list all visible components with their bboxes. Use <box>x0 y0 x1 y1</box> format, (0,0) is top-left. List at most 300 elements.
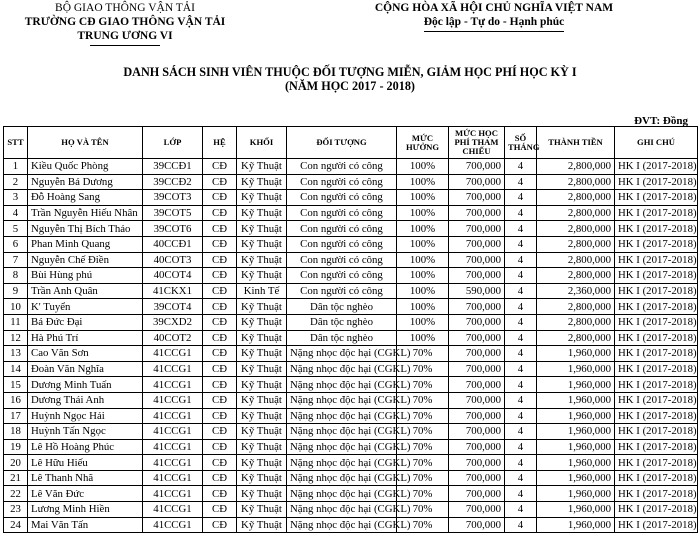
cell-faculty: Kỹ Thuật <box>237 470 287 486</box>
cell-name: Lê Thanh Nhã <box>28 470 143 486</box>
cell-note: HK I (2017-2018) <box>615 283 698 299</box>
cell-target: Nặng nhọc độc hại (CGKL) <box>287 517 397 533</box>
cell-level: CĐ <box>203 346 237 362</box>
cell-rate: 100% <box>397 221 449 237</box>
table-row <box>4 408 698 424</box>
col-header-class: LỚP <box>143 127 203 159</box>
cell-target: Con người có công <box>287 221 397 237</box>
cell-rate: 70% <box>397 502 449 518</box>
cell-class: 39CXD2 <box>143 314 203 330</box>
cell-total: 1,960,000 <box>537 439 615 455</box>
cell-stt: 13 <box>4 346 28 362</box>
cell-target: Con người có công <box>287 252 397 268</box>
cell-stt: 17 <box>4 408 28 424</box>
cell-target: Nặng nhọc độc hại (CGKL) <box>287 408 397 424</box>
cell-months: 4 <box>505 268 537 284</box>
cell-faculty: Kỹ Thuật <box>237 330 287 346</box>
ministry-name: BỘ GIAO THÔNG VẬN TẢI <box>55 2 195 14</box>
cell-class: 39COT6 <box>143 221 203 237</box>
cell-level: CĐ <box>203 159 237 175</box>
cell-level: CĐ <box>203 439 237 455</box>
cell-faculty: Kỹ Thuật <box>237 268 287 284</box>
cell-stt: 23 <box>4 502 28 518</box>
table-row <box>4 486 698 502</box>
cell-level: CĐ <box>203 470 237 486</box>
cell-class: 41CCG1 <box>143 439 203 455</box>
cell-stt: 9 <box>4 283 28 299</box>
cell-stt: 18 <box>4 424 28 440</box>
cell-rate: 70% <box>397 439 449 455</box>
cell-level: CĐ <box>203 314 237 330</box>
table-row <box>4 346 698 362</box>
col-header-stt: STT <box>4 127 28 159</box>
cell-faculty: Kỹ Thuật <box>237 517 287 533</box>
cell-months: 4 <box>505 283 537 299</box>
cell-level: CĐ <box>203 190 237 206</box>
cell-faculty: Kỹ Thuật <box>237 502 287 518</box>
cell-rate: 100% <box>397 330 449 346</box>
cell-stt: 7 <box>4 252 28 268</box>
table-row <box>4 283 698 299</box>
table-row <box>4 159 698 175</box>
cell-name: Lê Hữu Hiếu <box>28 455 143 471</box>
cell-note: HK I (2017-2018) <box>615 299 698 315</box>
cell-stt: 2 <box>4 174 28 190</box>
cell-level: CĐ <box>203 236 237 252</box>
cell-months: 4 <box>505 502 537 518</box>
cell-fee: 700,000 <box>449 439 505 455</box>
cell-class: 39COT5 <box>143 205 203 221</box>
cell-rate: 70% <box>397 517 449 533</box>
cell-total: 1,960,000 <box>537 346 615 362</box>
cell-note: HK I (2017-2018) <box>615 439 698 455</box>
cell-note: HK I (2017-2018) <box>615 252 698 268</box>
cell-class: 41CKX1 <box>143 283 203 299</box>
cell-faculty: Kỹ Thuật <box>237 439 287 455</box>
cell-target: Con người có công <box>287 236 397 252</box>
table-row <box>4 252 698 268</box>
cell-rate: 100% <box>397 252 449 268</box>
cell-months: 4 <box>505 392 537 408</box>
cell-rate: 70% <box>397 408 449 424</box>
ministry-header <box>0 1 250 46</box>
cell-fee: 590,000 <box>449 283 505 299</box>
cell-target: Nặng nhọc độc hại (CGKL) <box>287 502 397 518</box>
cell-months: 4 <box>505 455 537 471</box>
cell-months: 4 <box>505 361 537 377</box>
cell-level: CĐ <box>203 252 237 268</box>
cell-fee: 700,000 <box>449 314 505 330</box>
cell-stt: 14 <box>4 361 28 377</box>
cell-target: Nặng nhọc độc hại (CGKL) <box>287 361 397 377</box>
cell-note: HK I (2017-2018) <box>615 330 698 346</box>
table-row <box>4 392 698 408</box>
cell-target: Dân tộc nghèo <box>287 330 397 346</box>
cell-name: Đoàn Văn Nghĩa <box>28 361 143 377</box>
cell-total: 2,800,000 <box>537 174 615 190</box>
cell-level: CĐ <box>203 283 237 299</box>
cell-target: Nặng nhọc độc hại (CGKL) <box>287 424 397 440</box>
school-name-line2: TRUNG ƯƠNG VI <box>77 30 173 42</box>
cell-note: HK I (2017-2018) <box>615 159 698 175</box>
table-row <box>4 424 698 440</box>
cell-stt: 12 <box>4 330 28 346</box>
cell-fee: 700,000 <box>449 408 505 424</box>
cell-name: Phan Minh Quang <box>28 236 143 252</box>
cell-name: Trần Anh Quân <box>28 283 143 299</box>
cell-level: CĐ <box>203 455 237 471</box>
table-row <box>4 236 698 252</box>
table-row <box>4 221 698 237</box>
cell-class: 41CCG1 <box>143 346 203 362</box>
cell-name: Nguyễn Thị Bích Thảo <box>28 221 143 237</box>
table-row <box>4 268 698 284</box>
cell-target: Nặng nhọc độc hại (CGKL) <box>287 486 397 502</box>
cell-total: 1,960,000 <box>537 502 615 518</box>
cell-rate: 100% <box>397 283 449 299</box>
cell-level: CĐ <box>203 377 237 393</box>
table-row <box>4 190 698 206</box>
cell-class: 41CCG1 <box>143 408 203 424</box>
cell-faculty: Kỹ Thuật <box>237 314 287 330</box>
cell-fee: 700,000 <box>449 486 505 502</box>
cell-target: Con người có công <box>287 190 397 206</box>
col-header-total: THÀNH TIỀN <box>537 127 615 159</box>
col-header-level: HỆ <box>203 127 237 159</box>
cell-fee: 700,000 <box>449 221 505 237</box>
cell-note: HK I (2017-2018) <box>615 346 698 362</box>
cell-name: Dương Minh Tuấn <box>28 377 143 393</box>
cell-rate: 100% <box>397 268 449 284</box>
cell-target: Nặng nhọc độc hại (CGKL) <box>287 346 397 362</box>
cell-faculty: Kỹ Thuật <box>237 392 287 408</box>
cell-fee: 700,000 <box>449 470 505 486</box>
cell-months: 4 <box>505 517 537 533</box>
cell-total: 1,960,000 <box>537 455 615 471</box>
col-header-rate: MỨC HƯỞNG <box>397 127 449 159</box>
cell-target: Nặng nhọc độc hại (CGKL) <box>287 377 397 393</box>
cell-faculty: Kỹ Thuật <box>237 221 287 237</box>
cell-fee: 700,000 <box>449 190 505 206</box>
cell-faculty: Kỹ Thuật <box>237 346 287 362</box>
cell-fee: 700,000 <box>449 517 505 533</box>
cell-class: 41CCG1 <box>143 486 203 502</box>
cell-level: CĐ <box>203 174 237 190</box>
cell-total: 2,800,000 <box>537 159 615 175</box>
cell-total: 2,800,000 <box>537 221 615 237</box>
cell-stt: 4 <box>4 205 28 221</box>
cell-note: HK I (2017-2018) <box>615 205 698 221</box>
cell-fee: 700,000 <box>449 252 505 268</box>
cell-fee: 700,000 <box>449 299 505 315</box>
cell-name: Lương Minh Hiền <box>28 502 143 518</box>
cell-name: Mai Văn Tấn <box>28 517 143 533</box>
cell-name: Huỳnh Tấn Ngọc <box>28 424 143 440</box>
school-name: TRƯỜNG CĐ GIAO THÔNG VẬN TẢI <box>24 16 226 28</box>
cell-note: HK I (2017-2018) <box>615 377 698 393</box>
cell-total: 2,800,000 <box>537 190 615 206</box>
cell-class: 39COT3 <box>143 190 203 206</box>
student-fee-table <box>3 126 698 533</box>
cell-fee: 700,000 <box>449 502 505 518</box>
table-row <box>4 470 698 486</box>
cell-stt: 11 <box>4 314 28 330</box>
cell-class: 41CCG1 <box>143 470 203 486</box>
cell-note: HK I (2017-2018) <box>615 236 698 252</box>
cell-class: 39CCĐ2 <box>143 174 203 190</box>
cell-class: 39COT4 <box>143 299 203 315</box>
table-header-row <box>4 127 698 159</box>
cell-faculty: Kỹ Thuật <box>237 361 287 377</box>
cell-total: 2,800,000 <box>537 330 615 346</box>
cell-rate: 70% <box>397 346 449 362</box>
cell-rate: 70% <box>397 377 449 393</box>
cell-note: HK I (2017-2018) <box>615 190 698 206</box>
cell-level: CĐ <box>203 330 237 346</box>
cell-name: K' Tuyển <box>28 299 143 315</box>
cell-rate: 100% <box>397 159 449 175</box>
cell-note: HK I (2017-2018) <box>615 517 698 533</box>
cell-faculty: Kỹ Thuật <box>237 190 287 206</box>
cell-faculty: Kỹ Thuật <box>237 174 287 190</box>
cell-faculty: Kỹ Thuật <box>237 299 287 315</box>
cell-class: 41CCG1 <box>143 377 203 393</box>
cell-total: 1,960,000 <box>537 424 615 440</box>
cell-target: Con người có công <box>287 205 397 221</box>
table-row <box>4 330 698 346</box>
cell-fee: 700,000 <box>449 455 505 471</box>
cell-class: 39CCĐ1 <box>143 159 203 175</box>
cell-total: 2,800,000 <box>537 252 615 268</box>
cell-target: Nặng nhọc độc hại (CGKL) <box>287 392 397 408</box>
cell-name: Bá Đức Đại <box>28 314 143 330</box>
cell-months: 4 <box>505 252 537 268</box>
cell-total: 1,960,000 <box>537 392 615 408</box>
cell-fee: 700,000 <box>449 159 505 175</box>
cell-stt: 6 <box>4 236 28 252</box>
cell-fee: 700,000 <box>449 424 505 440</box>
document-title <box>0 65 700 93</box>
cell-level: CĐ <box>203 502 237 518</box>
cell-faculty: Kỹ Thuật <box>237 486 287 502</box>
cell-fee: 700,000 <box>449 268 505 284</box>
col-header-fee: MỨC HỌC PHÍ THAM CHIẾU <box>449 127 505 159</box>
cell-fee: 700,000 <box>449 392 505 408</box>
cell-stt: 20 <box>4 455 28 471</box>
cell-level: CĐ <box>203 268 237 284</box>
cell-stt: 24 <box>4 517 28 533</box>
cell-rate: 100% <box>397 174 449 190</box>
col-header-months: SỐ THÁNG <box>505 127 537 159</box>
cell-note: HK I (2017-2018) <box>615 314 698 330</box>
cell-stt: 19 <box>4 439 28 455</box>
cell-faculty: Kỹ Thuật <box>237 236 287 252</box>
cell-name: Nguyễn Chế Điền <box>28 252 143 268</box>
cell-fee: 700,000 <box>449 330 505 346</box>
cell-note: HK I (2017-2018) <box>615 221 698 237</box>
cell-faculty: Kỹ Thuật <box>237 408 287 424</box>
cell-months: 4 <box>505 299 537 315</box>
cell-class: 40COT4 <box>143 268 203 284</box>
motto-underline <box>424 31 564 32</box>
cell-months: 4 <box>505 236 537 252</box>
cell-name: Đỗ Hoàng Sang <box>28 190 143 206</box>
cell-name: Lê Văn Đức <box>28 486 143 502</box>
cell-note: HK I (2017-2018) <box>615 361 698 377</box>
cell-total: 2,800,000 <box>537 205 615 221</box>
cell-note: HK I (2017-2018) <box>615 174 698 190</box>
cell-months: 4 <box>505 408 537 424</box>
cell-months: 4 <box>505 486 537 502</box>
cell-stt: 21 <box>4 470 28 486</box>
cell-rate: 70% <box>397 455 449 471</box>
cell-note: HK I (2017-2018) <box>615 392 698 408</box>
cell-target: Nặng nhọc độc hại (CGKL) <box>287 455 397 471</box>
cell-level: CĐ <box>203 221 237 237</box>
cell-target: Con người có công <box>287 268 397 284</box>
cell-class: 41CCG1 <box>143 361 203 377</box>
cell-stt: 10 <box>4 299 28 315</box>
cell-fee: 700,000 <box>449 377 505 393</box>
table-row <box>4 361 698 377</box>
cell-level: CĐ <box>203 517 237 533</box>
table-row <box>4 439 698 455</box>
cell-rate: 70% <box>397 470 449 486</box>
table-row <box>4 314 698 330</box>
cell-total: 1,960,000 <box>537 361 615 377</box>
cell-total: 2,800,000 <box>537 236 615 252</box>
cell-fee: 700,000 <box>449 236 505 252</box>
cell-rate: 100% <box>397 314 449 330</box>
cell-level: CĐ <box>203 408 237 424</box>
cell-total: 1,960,000 <box>537 517 615 533</box>
cell-target: Dân tộc nghèo <box>287 299 397 315</box>
cell-total: 2,800,000 <box>537 299 615 315</box>
cell-fee: 700,000 <box>449 361 505 377</box>
cell-note: HK I (2017-2018) <box>615 408 698 424</box>
col-header-note: GHI CHÚ <box>615 127 698 159</box>
cell-name: Lê Hồ Hoàng Phúc <box>28 439 143 455</box>
cell-class: 40COT3 <box>143 252 203 268</box>
cell-months: 4 <box>505 346 537 362</box>
cell-months: 4 <box>505 190 537 206</box>
cell-stt: 1 <box>4 159 28 175</box>
cell-rate: 100% <box>397 205 449 221</box>
cell-target: Nặng nhọc độc hại (CGKL) <box>287 470 397 486</box>
cell-months: 4 <box>505 205 537 221</box>
cell-class: 41CCG1 <box>143 392 203 408</box>
title-line-1: DANH SÁCH SINH VIÊN THUỘC ĐỐI TƯỢNG MIỄN, GIẢM HỌC PHÍ HỌC KỲ I <box>123 65 577 79</box>
cell-faculty: Kỹ Thuật <box>237 377 287 393</box>
cell-months: 4 <box>505 221 537 237</box>
cell-name: Bùi Hùng phú <box>28 268 143 284</box>
cell-stt: 15 <box>4 377 28 393</box>
col-header-faculty: KHỐI <box>237 127 287 159</box>
cell-fee: 700,000 <box>449 346 505 362</box>
cell-total: 2,360,000 <box>537 283 615 299</box>
cell-class: 40CCĐ1 <box>143 236 203 252</box>
cell-rate: 100% <box>397 190 449 206</box>
cell-name: Kiều Quốc Phòng <box>28 159 143 175</box>
cell-total: 2,800,000 <box>537 268 615 284</box>
cell-months: 4 <box>505 314 537 330</box>
national-motto: Độc lập - Tự do - Hạnh phúc <box>423 16 565 28</box>
cell-total: 2,800,000 <box>537 314 615 330</box>
table-row <box>4 517 698 533</box>
cell-rate: 70% <box>397 361 449 377</box>
cell-rate: 70% <box>397 392 449 408</box>
cell-total: 1,960,000 <box>537 408 615 424</box>
cell-note: HK I (2017-2018) <box>615 268 698 284</box>
cell-months: 4 <box>505 330 537 346</box>
cell-fee: 700,000 <box>449 205 505 221</box>
cell-note: HK I (2017-2018) <box>615 470 698 486</box>
cell-class: 41CCG1 <box>143 455 203 471</box>
cell-class: 41CCG1 <box>143 502 203 518</box>
cell-name: Trần Nguyễn Hiếu Nhân <box>28 205 143 221</box>
cell-faculty: Kỹ Thuật <box>237 424 287 440</box>
cell-months: 4 <box>505 424 537 440</box>
cell-level: CĐ <box>203 424 237 440</box>
cell-note: HK I (2017-2018) <box>615 455 698 471</box>
cell-faculty: Kỹ Thuật <box>237 159 287 175</box>
cell-name: Huỳnh Ngọc Hải <box>28 408 143 424</box>
col-header-name: HỌ VÀ TÊN <box>28 127 143 159</box>
cell-level: CĐ <box>203 392 237 408</box>
cell-name: Nguyễn Bá Dương <box>28 174 143 190</box>
cell-total: 1,960,000 <box>537 486 615 502</box>
header-underline <box>90 45 160 46</box>
cell-months: 4 <box>505 470 537 486</box>
cell-faculty: Kỹ Thuật <box>237 205 287 221</box>
cell-fee: 700,000 <box>449 174 505 190</box>
cell-rate: 70% <box>397 486 449 502</box>
cell-class: 41CCG1 <box>143 517 203 533</box>
cell-class: 40COT2 <box>143 330 203 346</box>
cell-target: Nặng nhọc độc hại (CGKL) <box>287 439 397 455</box>
title-line-2: (NĂM HỌC 2017 - 2018) <box>285 79 415 93</box>
cell-months: 4 <box>505 439 537 455</box>
cell-rate: 100% <box>397 299 449 315</box>
cell-name: Hà Phú Trí <box>28 330 143 346</box>
cell-rate: 70% <box>397 424 449 440</box>
national-title: CỘNG HÒA XÃ HỘI CHỦ NGHĨA VIỆT NAM <box>374 2 614 14</box>
cell-months: 4 <box>505 159 537 175</box>
cell-faculty: Kỹ Thuật <box>237 252 287 268</box>
cell-total: 1,960,000 <box>537 377 615 393</box>
cell-months: 4 <box>505 377 537 393</box>
cell-target: Con người có công <box>287 159 397 175</box>
cell-level: CĐ <box>203 299 237 315</box>
cell-stt: 5 <box>4 221 28 237</box>
cell-faculty: Kỹ Thuật <box>237 455 287 471</box>
table-row <box>4 377 698 393</box>
cell-level: CĐ <box>203 361 237 377</box>
cell-class: 41CCG1 <box>143 424 203 440</box>
table-row <box>4 174 698 190</box>
cell-note: HK I (2017-2018) <box>615 424 698 440</box>
cell-name: Cao Văn Sơn <box>28 346 143 362</box>
cell-level: CĐ <box>203 205 237 221</box>
table-row <box>4 502 698 518</box>
col-header-target: ĐỐI TƯỢNG <box>287 127 397 159</box>
cell-stt: 16 <box>4 392 28 408</box>
cell-stt: 3 <box>4 190 28 206</box>
cell-faculty: Kinh Tế <box>237 283 287 299</box>
table-row <box>4 455 698 471</box>
cell-name: Dương Thái Anh <box>28 392 143 408</box>
cell-note: HK I (2017-2018) <box>615 502 698 518</box>
